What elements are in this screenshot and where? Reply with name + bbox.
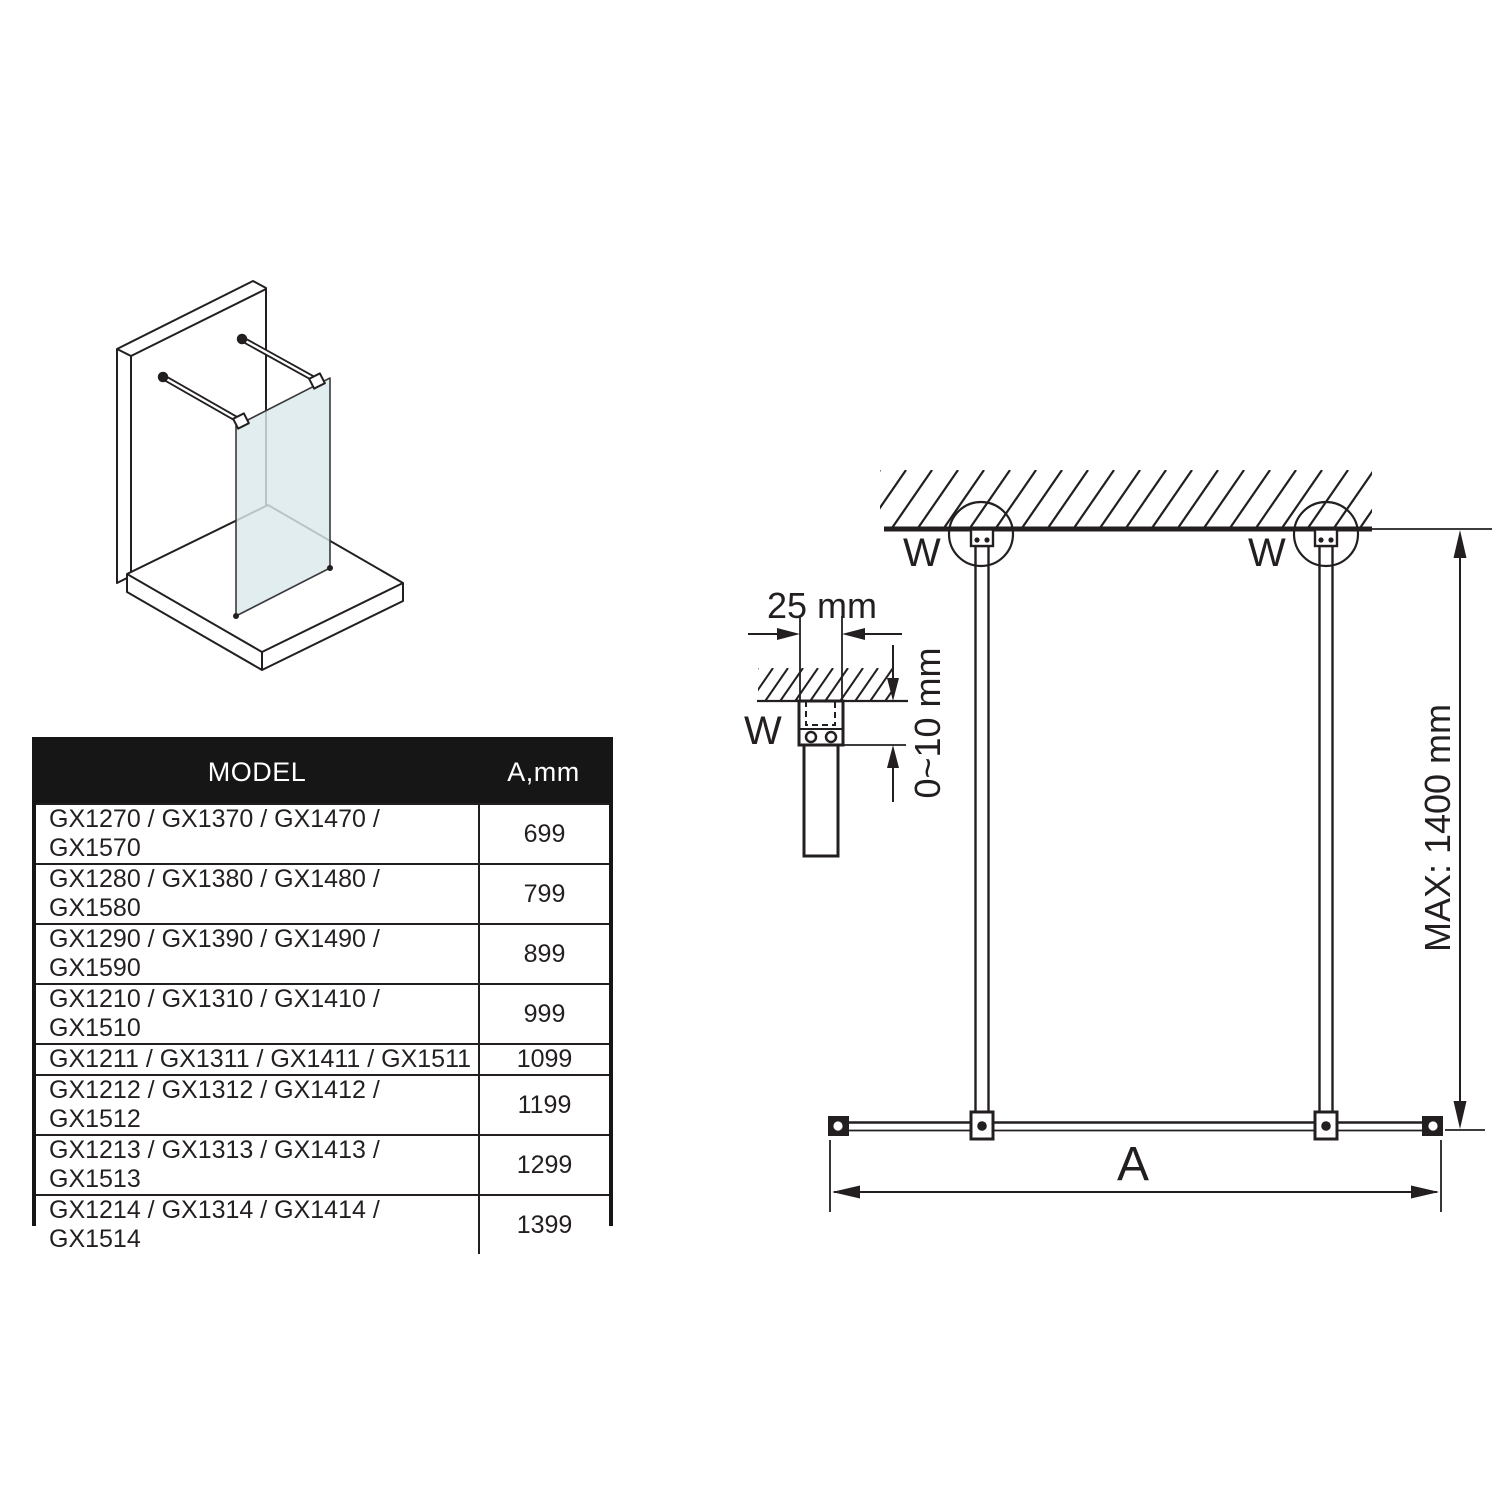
table-row bbox=[36, 863, 609, 923]
support-bar-left bbox=[949, 502, 1013, 1112]
col-header-model: MODEL bbox=[207, 756, 307, 787]
table-row bbox=[36, 1043, 609, 1074]
detail-wall-hatching bbox=[735, 668, 908, 701]
detail-bar bbox=[804, 745, 838, 856]
table-row bbox=[36, 1134, 609, 1194]
glass-edge-line bbox=[828, 1123, 1443, 1131]
table-row bbox=[36, 1194, 609, 1254]
bar-connector-block-right bbox=[1315, 1112, 1337, 1139]
model-cell: GX1280 / GX1380 / GX1480 / GX1580 bbox=[49, 865, 380, 922]
gap-dim-label: 0~10 mm bbox=[907, 647, 948, 799]
main-view bbox=[828, 470, 1492, 1212]
a-mm-cell: 1399 bbox=[478, 1196, 609, 1254]
a-mm-cell: 899 bbox=[478, 925, 609, 983]
model-cell: GX1210 / GX1310 / GX1410 / GX1510 bbox=[49, 985, 380, 1042]
a-mm-cell: 1099 bbox=[478, 1045, 609, 1074]
a-mm-cell: 1199 bbox=[478, 1076, 609, 1134]
a-mm-cell: 1299 bbox=[478, 1136, 609, 1194]
model-cell: GX1213 / GX1313 / GX1413 / GX1513 bbox=[49, 1136, 380, 1193]
isometric-view bbox=[117, 281, 403, 670]
table-row bbox=[36, 1074, 609, 1134]
max-height-dim-label: MAX: 1400 mm bbox=[1417, 703, 1458, 953]
support-bar-right bbox=[1294, 502, 1358, 1112]
model-cell: GX1211 / GX1311 / GX1411 / GX1511 bbox=[49, 1045, 472, 1073]
detail-bracket bbox=[799, 701, 843, 856]
model-cell: GX1270 / GX1370 / GX1470 / GX1570 bbox=[49, 805, 380, 862]
spec-table-header bbox=[36, 741, 609, 803]
wall-hatching bbox=[839, 470, 1400, 529]
col-header-a-mm: A,mm bbox=[507, 756, 580, 787]
detail-wall-label: W bbox=[744, 709, 782, 753]
a-mm-cell: 999 bbox=[478, 985, 609, 1043]
model-cell: GX1212 / GX1312 / GX1412 / GX1512 bbox=[49, 1076, 380, 1133]
spec-table bbox=[32, 737, 613, 1253]
table-row bbox=[36, 983, 609, 1043]
a-mm-cell: 699 bbox=[478, 805, 609, 863]
table-row bbox=[36, 803, 609, 863]
width-dim-label: A bbox=[1116, 1138, 1150, 1191]
model-cell: GX1214 / GX1314 / GX1414 / GX1514 bbox=[49, 1196, 380, 1253]
glass-end-clamp-left bbox=[828, 1116, 849, 1136]
bracket-detail-view bbox=[735, 585, 948, 856]
wall-label-right: W bbox=[1248, 531, 1286, 575]
table-row bbox=[36, 923, 609, 983]
model-cell: GX1290 / GX1390 / GX1490 / GX1590 bbox=[49, 925, 380, 982]
bracket-width-dim-label: 25 mm bbox=[766, 585, 878, 626]
wall-label-left: W bbox=[903, 531, 941, 575]
gap-dimension bbox=[843, 645, 906, 802]
a-mm-cell: 799 bbox=[478, 865, 609, 923]
bar-connector-block-left bbox=[971, 1112, 993, 1139]
glass-end-clamp-right bbox=[1422, 1116, 1443, 1136]
